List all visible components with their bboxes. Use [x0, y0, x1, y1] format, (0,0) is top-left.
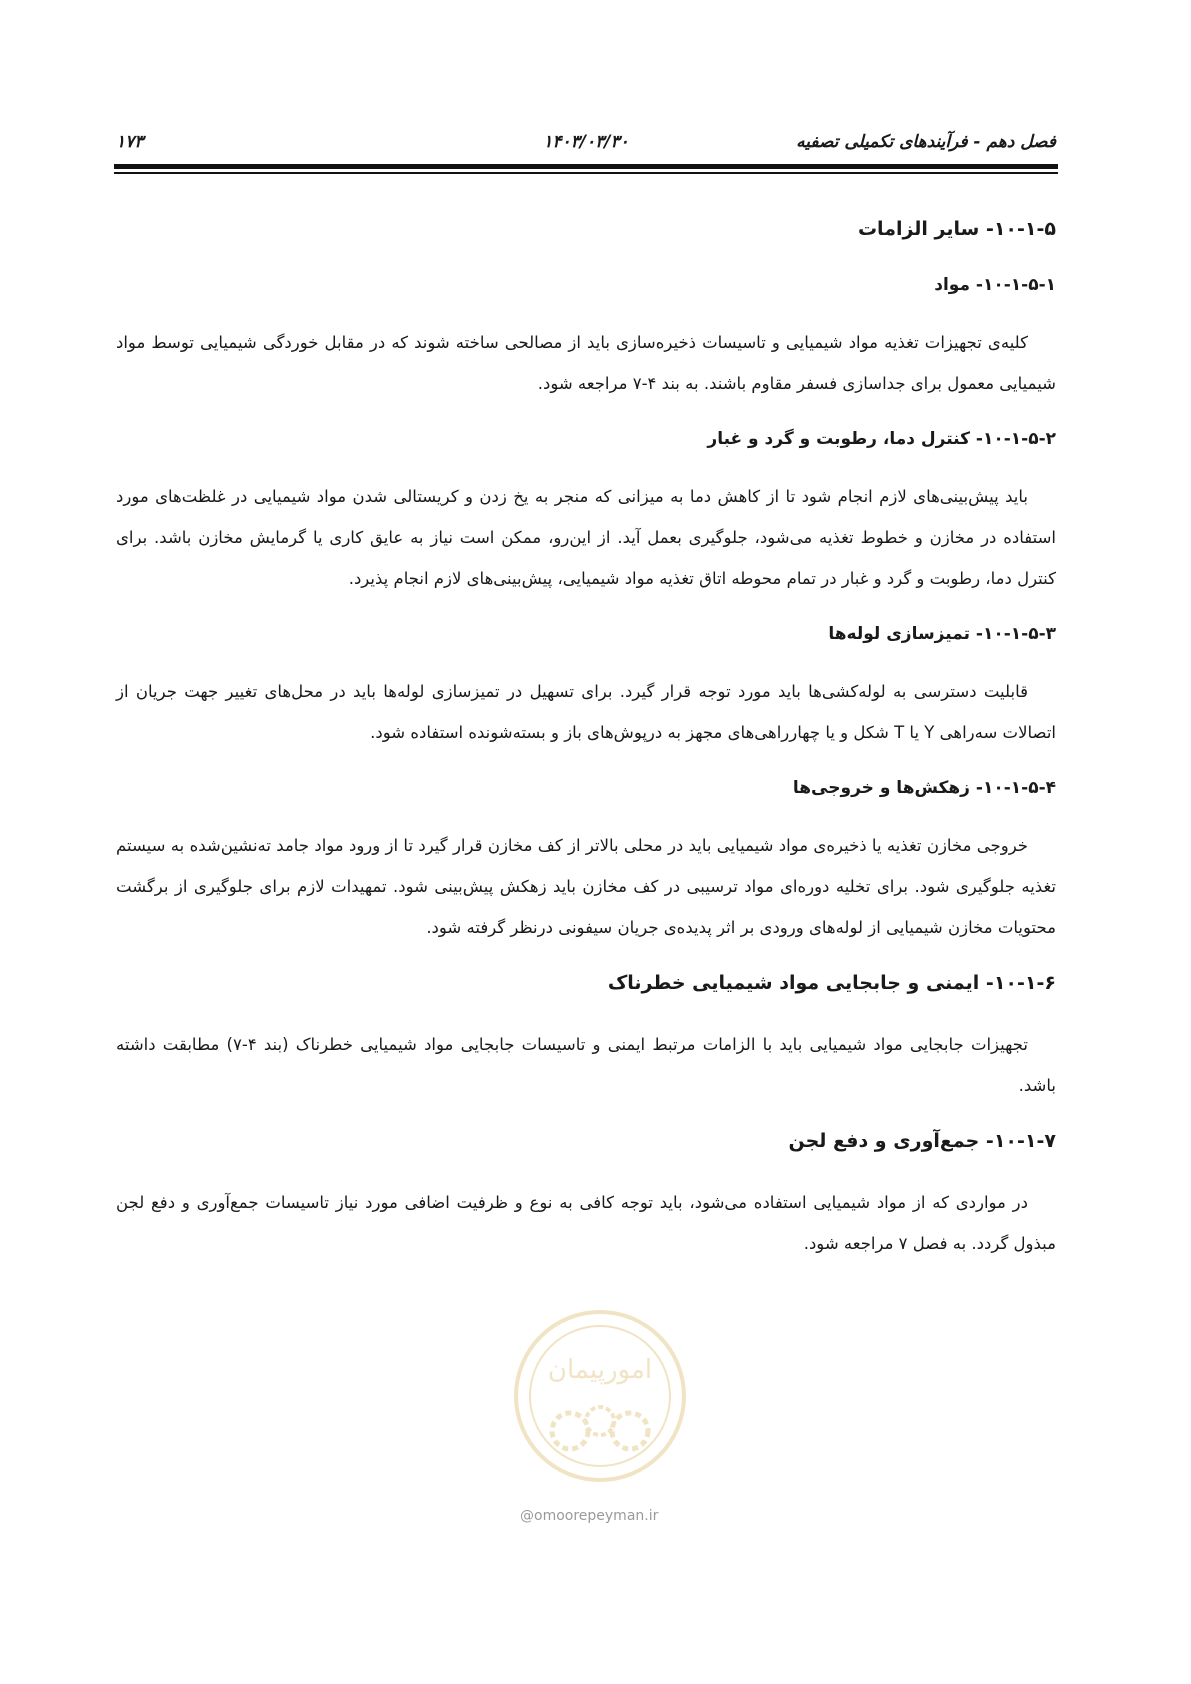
chapter-title: فصل دهم - فرآیندهای تکمیلی تصفیه	[796, 132, 1056, 152]
watermark-logo-text: امورپیمان	[547, 1355, 653, 1385]
header-rule-thin	[114, 172, 1058, 174]
page-content	[116, 214, 1056, 1284]
section-title-other-requirements: ۱۰-۱-۵- سایر الزامات	[857, 218, 1056, 240]
paragraph-pipe-cleaning: قابلیت دسترسی به لوله‌کشی‌ها باید مورد توجه قرار گیرد. برای تسهیل در تمیزسازی لوله‌ها باید در محل‌های تغییر جهت جریان از اتصالات سه‌راهی Y یا T شکل و یا چهارراهی‌های مجهز به درپوش‌های باز و بسته‌شونده استفاده شود.	[116, 682, 1056, 742]
subsection-title-pipe-cleaning: ۱۰-۱-۵-۳- تمیزسازی لوله‌ها	[828, 624, 1056, 644]
subsection-title-drains-outlets: ۱۰-۱-۵-۴- زهکش‌ها و خروجی‌ها	[792, 778, 1056, 798]
paragraph-materials: کلیه‌ی تجهیزات تغذیه مواد شیمیایی و تاسیسات ذخیره‌سازی باید از مصالحی ساخته شوند که در مقابل خوردگی شیمیایی توسط مواد شیمیایی معمول برای جداسازی فسفر مقاوم باشند. به بند ۴-۷ مراجعه شود.	[116, 333, 1056, 393]
watermark-logo-icon	[510, 1306, 690, 1486]
header-rule-thick	[114, 164, 1058, 169]
section-title-hazardous-chemicals: ۱۰-۱-۶- ایمنی و جابجایی مواد شیمیایی خطرناک	[607, 972, 1056, 994]
subsection-title-temperature-control: ۱۰-۱-۵-۲- کنترل دما، رطوبت و گرد و غبار	[707, 429, 1056, 449]
header-date: ۱۴۰۳/۰۳/۳۰	[543, 132, 629, 152]
paragraph-sludge-disposal: در مواردی که از مواد شیمیایی استفاده می‌شود، باید توجه کافی به نوع و ظرفیت اضافی مورد نیاز تاسیسات جمع‌آوری و دفع لجن مبذول گردد. به فصل ۷ مراجعه شود.	[116, 1193, 1056, 1253]
paragraph-temperature-control: باید پیش‌بینی‌های لازم انجام شود تا از کاهش دما به میزانی که منجر به یخ زدن و کریستالی شدن مواد شیمیایی در غلظت‌های مورد استفاده در مخازن و خطوط تغذیه می‌شود، جلوگیری بعمل آید. از این‌رو، ممکن است نیاز به عایق کاری یا گرمایش مخازن باشد. برای کنترل دما، رطوبت و گرد و غبار در تمام محوطه اتاق تغذیه مواد شیمیایی، پیش‌بینی‌های لازم انجام پذیرد.	[116, 487, 1056, 588]
watermark-url: @omoorepeyman.ir	[520, 1508, 659, 1524]
paragraph-drains-outlets: خروجی مخازن تغذیه یا ذخیره‌ی مواد شیمیایی باید در محلی بالاتر از کف مخازن قرار گیرد تا از ورود مواد جامد ته‌نشین‌شده به سیستم تغذیه جلوگیری شود. برای تخلیه دوره‌ای مواد ترسیبی در کف مخازن باید زهکش پیش‌بینی شود. تمهیدات لازم برای جلوگیری از برگشت محتویات مخازن شیمیایی از لوله‌های ورودی بر اثر پدیده‌ی جریان سیفونی درنظر گرفته شود.	[116, 836, 1056, 937]
page-header	[116, 128, 1056, 162]
section-title-sludge-disposal: ۱۰-۱-۷- جمع‌آوری و دفع لجن	[788, 1130, 1056, 1152]
subsection-title-materials: ۱۰-۱-۵-۱- مواد	[934, 275, 1056, 295]
page-number: ۱۷۳	[116, 132, 144, 152]
paragraph-hazardous-chemicals: تجهیزات جابجایی مواد شیمیایی باید با الزامات مرتبط ایمنی و تاسیسات جابجایی مواد شیمیایی خطرناک (بند ۴-۷) مطابقت داشته باشد.	[116, 1035, 1056, 1095]
